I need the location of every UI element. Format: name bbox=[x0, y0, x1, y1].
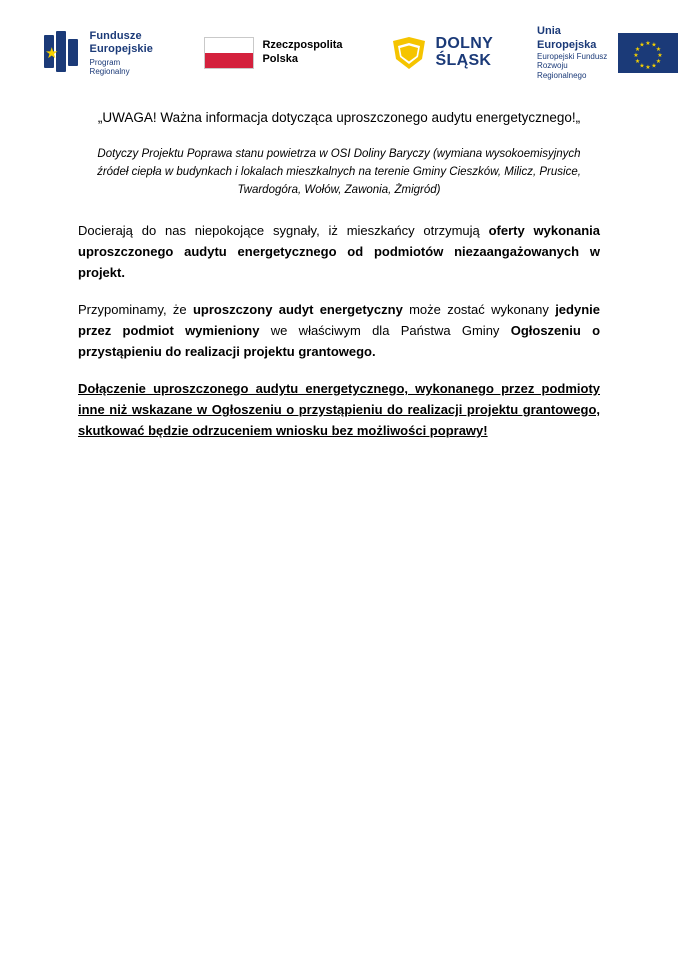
logo-ue-line1: Unia Europejska bbox=[537, 25, 597, 51]
svg-text:★: ★ bbox=[655, 59, 662, 65]
logo-fe-line2: Europejskie bbox=[89, 42, 154, 55]
polish-flag-icon bbox=[204, 37, 254, 69]
svg-text:★: ★ bbox=[651, 63, 657, 70]
svg-text:★: ★ bbox=[633, 53, 639, 59]
svg-text:★: ★ bbox=[634, 59, 641, 65]
logo-dolny-slask bbox=[389, 33, 494, 73]
svg-text:★: ★ bbox=[651, 42, 657, 49]
svg-text:★: ★ bbox=[645, 41, 651, 47]
paragraph-2 bbox=[78, 299, 600, 362]
logo-bar bbox=[0, 22, 678, 84]
logo-ds-line2: ŚLĄSK bbox=[435, 52, 492, 69]
dolny-slask-crest-icon bbox=[389, 33, 429, 73]
fundusze-europejskie-mark-icon bbox=[44, 31, 83, 75]
document-title: „UWAGA! Ważna informacja dotycząca uproszczonego audytu energetycznego!„ bbox=[97, 110, 581, 125]
paragraph-2-plain3: we właściwym dla Państwa Gminy bbox=[259, 322, 511, 338]
paragraph-2-plain1: Przypominamy, że bbox=[78, 301, 193, 317]
svg-text:★: ★ bbox=[639, 63, 645, 70]
svg-text:★: ★ bbox=[634, 47, 641, 53]
svg-text:★: ★ bbox=[655, 47, 662, 53]
logo-rp-line1: Rzeczpospolita bbox=[262, 39, 343, 52]
paragraph-2-plain2: może zostać wykonany bbox=[402, 301, 556, 317]
paragraph-3: Dołączenie uproszczonego audytu energetycznego, wykonanego przez podmioty inne niż wskazane w Ogłoszeniu o przystąpieniu do realizacji projektu grantowego, skutkować będzie odrzuceniem wniosku bez możliwości poprawy! bbox=[78, 380, 600, 439]
paragraph-2-bold2: jedynie przez podmiot wymieniony bbox=[78, 301, 600, 338]
paragraph-2-bold1: uproszczony audyt energetyczny bbox=[192, 301, 403, 317]
logo-ds-line1: DOLNY bbox=[435, 35, 494, 53]
document-content bbox=[78, 108, 600, 457]
logo-ue-line3: Rozwoju Regionalnego bbox=[537, 61, 587, 80]
logo-fe-line3: Program Regionalny bbox=[89, 57, 130, 76]
svg-text:★: ★ bbox=[639, 42, 645, 49]
logo-ue-line2: Europejski Fundusz bbox=[537, 51, 608, 61]
document-subtitle: Dotyczy Projektu Poprawa stanu powietrza w OSI Doliny Baryczy (wymiana wysokoemisyjnych źródeł ciepła w budynkach i lokalach mieszkalnych na terenie Gminy Cieszków, Milicz, Prusice, Twardogóra, Wołów, Zawonia, Żmigród) bbox=[97, 148, 581, 196]
logo-fe-line1: Fundusze bbox=[89, 29, 142, 42]
logo-rp-line2: Polska bbox=[262, 53, 298, 65]
svg-text:★: ★ bbox=[657, 53, 663, 59]
eu-flag-icon bbox=[618, 33, 678, 73]
paragraph-1 bbox=[78, 220, 600, 283]
svg-text:★: ★ bbox=[645, 65, 651, 71]
logo-unia-europejska bbox=[537, 25, 678, 80]
paragraph-2-bold3: Ogłoszeniu o przystąpieniu do realizacji projektu grantowego. bbox=[78, 322, 601, 359]
paragraph-1-bold1: oferty wykonania uproszczonego audytu energetycznego od podmiotów niezaangażowanych w projekt. bbox=[78, 222, 601, 280]
logo-rzeczpospolita-polska bbox=[204, 37, 342, 69]
paragraph-1-plain1: Docierają do nas niepokojące sygnały, iż mieszkańcy otrzymują bbox=[78, 222, 489, 238]
star-icon: ★ bbox=[45, 45, 59, 62]
logo-fundusze-europejskie bbox=[44, 30, 156, 77]
